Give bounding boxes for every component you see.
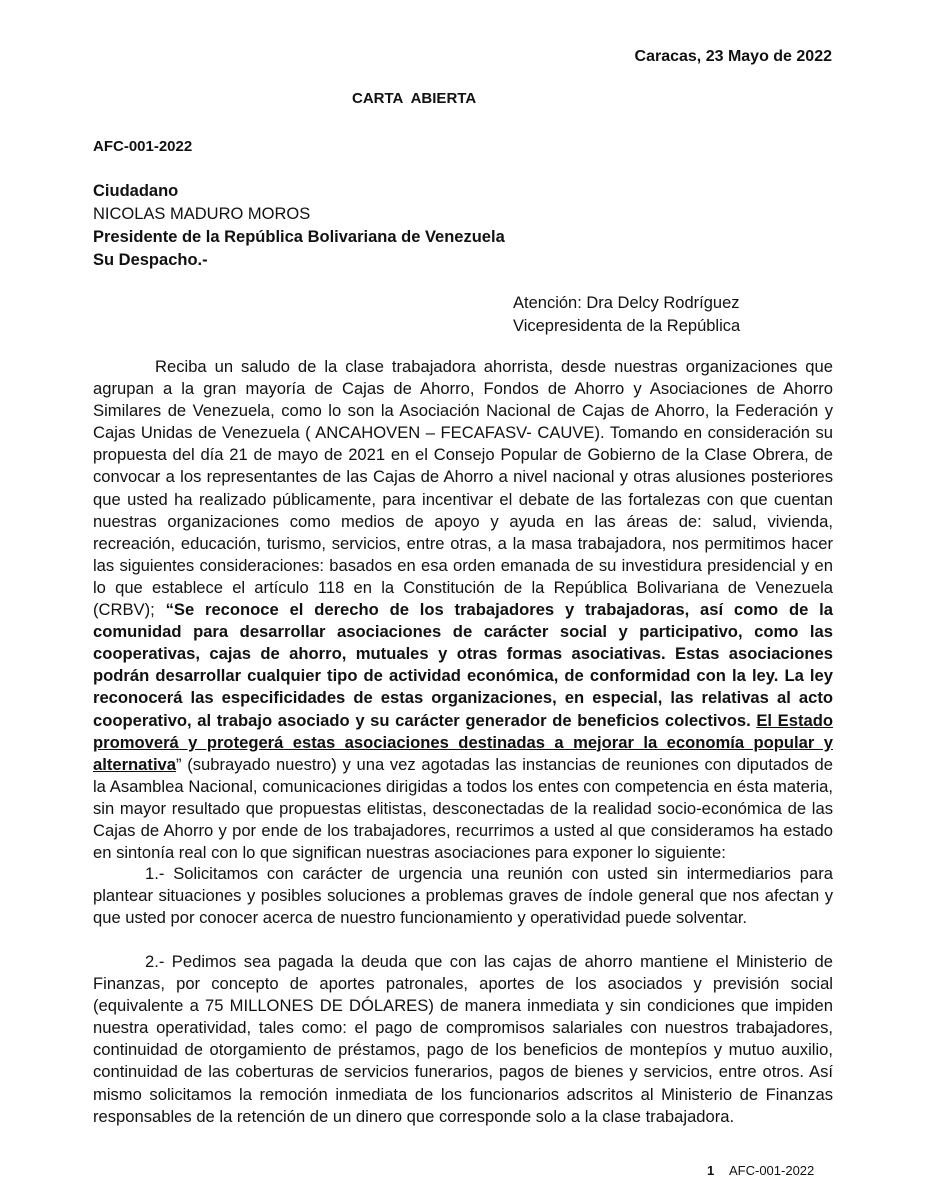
recipient-name: NICOLAS MADURO MOROS (93, 205, 311, 223)
request-item-2 (93, 951, 833, 1128)
paragraph-continuation: ” (subrayado nuestro) y una vez agotadas las instancias de reuniones con diputados de la Asamblea Nacional, comunicaciones dirigidas a todos los entes con competencia en ésta materia, sin mayor resultado que propuestas elitistas, desconectadas de la realidad socio-económica de las Cajas de Ahorro y por ende de los trabajadores, recurrimos a usted al que consideramos ha estado en sintonía real con lo que significan nuestras asociaciones para exponer lo siguiente: (93, 754, 833, 863)
constitution-quote: “Se reconoce el derecho de los trabajadores y trabajadoras, así como de la comunidad para desarrollar asociaciones de carácter social y participativo, como las cooperativas, cajas de ahorro, mutuales y otras formas asociativas. Estas asociaciones podrán desarrollar cualquier tipo de actividad económica, de conformidad con la ley. La ley reconocerá las especificidades de estas organizaciones, en especial, las relativas al acto cooperativo, al trabajo asociado y su carácter generador de beneficios colectivos. (93, 600, 833, 730)
letter-title: CARTA ABIERTA (352, 90, 477, 107)
recipient-salutation: Ciudadano (93, 182, 179, 200)
reference-code: AFC-001-2022 (93, 138, 193, 155)
body-paragraph-1 (93, 356, 833, 864)
footer-reference: AFC-001-2022 (729, 1163, 815, 1178)
constitution-quote-underlined: El Estado promoverá y protegerá estas asociaciones destinadas a mejorar la economía popular y alternativa (93, 710, 833, 774)
intro-text: Reciba un saludo de la clase trabajadora ahorrista, desde nuestras organizaciones que agrupan a la gran mayoría de Cajas de Ahorro, Fondos de Ahorro y Asociaciones de Ahorro Similares de Venezuela, como lo son la Asociación Nacional de Cajas de Ahorro, la Federación y Cajas Unidas de Venezuela ( ANCAHOVEN – FECAFASV- CAUVE). Tomando en consideración su propuesta del día 21 de mayo de 2021 en el Consejo Popular de Gobierno de la Clase Obrera, de convocar a los representantes de las Cajas de Ahorro a nivel nacional y otras alusiones posteriores que usted ha realizado públicamente, para incentivar el debate de las fortalezas con que cuentan nuestras organizaciones como medios de apoyo y ayuda en las áreas de: salud, vivienda, recreación, educación, turismo, servicios, entre otras, a la masa trabajadora, nos permitimos hacer las siguientes consideraciones: basados en esa orden emanada de su investidura presidencial y en lo que establece el artículo 118 en la Constitución de la República Bolivariana de Venezuela (CRBV); (93, 357, 833, 620)
request-item-2-text: 2.- Pedimos sea pagada la deuda que con las cajas de ahorro mantiene el Ministerio de Finanzas, por concepto de aportes patronales, aportes de los asociados y previsión social (equivalente a 75 MILLONES DE DÓLARES) de manera inmediata y sin condiciones que impiden nuestra operatividad, tales como: el pago de compromisos salariales con nuestros trabajadores, continuidad de otorgamiento de préstamos, pago de los beneficios de montepíos y mutuo auxilio, continuidad de las coberturas de servicios funerarios, pagos de bienes y servicios, entre otros. Así mismo solicitamos la remoción inmediata de los funcionarios adscritos al Ministerio de Finanzas responsables de la retención de un dinero que corresponde solo a la clase trabajadora. (93, 952, 833, 1126)
recipient-position: Presidente de la República Bolivariana de Venezuela (93, 228, 505, 246)
recipient-office: Su Despacho.- (93, 251, 208, 269)
attention-position: Vicepresidenta de la República (513, 317, 741, 335)
request-item-1-text: 1.- Solicitamos con carácter de urgencia una reunión con usted sin intermediarios para plantear situaciones y posibles soluciones a problemas graves de índole general que nos afectan y que usted por conocer acerca de nuestro funcionamiento y operatividad puede solventar. (93, 864, 833, 928)
place-date: Caracas, 23 Mayo de 2022 (634, 48, 832, 65)
request-item-1 (93, 863, 833, 929)
footer-page-number: 1 (707, 1163, 715, 1178)
attention-line: Atención: Dra Delcy Rodríguez (513, 294, 740, 312)
